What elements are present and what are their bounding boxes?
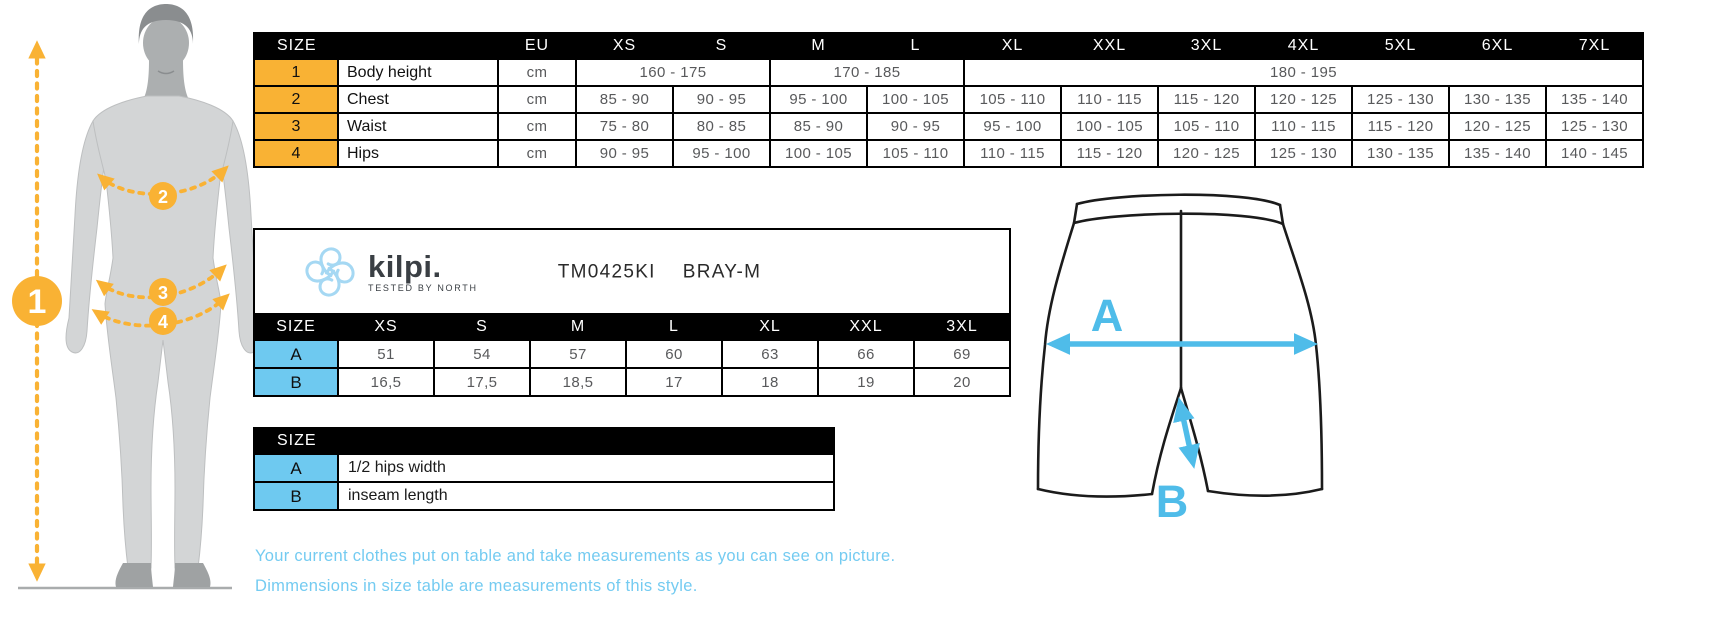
value-cell: 160 - 175	[576, 59, 770, 86]
col-header: XL	[722, 314, 818, 340]
row-label-cell: Body height	[338, 59, 498, 86]
note-line: Your current clothes put on table and take measurements as you can see on picture.	[255, 547, 896, 565]
value-cell: 170 - 185	[770, 59, 964, 86]
desc-cell: 1/2 hips width	[338, 454, 834, 482]
product-title	[255, 262, 1009, 281]
col-header: XXL	[1061, 33, 1158, 59]
value-cell: 18,5	[530, 368, 626, 396]
unit-cell: cm	[498, 59, 576, 86]
value-cell: 115 - 120	[1352, 113, 1449, 140]
value-cell: 125 - 130	[1546, 113, 1643, 140]
col-header: L	[626, 314, 722, 340]
value-cell: 135 - 140	[1449, 140, 1546, 167]
dimension-a-cell: A	[254, 454, 338, 482]
col-header: XS	[576, 33, 673, 59]
value-cell: 180 - 195	[964, 59, 1643, 86]
value-cell: 90 - 95	[576, 140, 673, 167]
table-row	[254, 340, 1010, 368]
value-cell: 90 - 95	[673, 86, 770, 113]
svg-text:2: 2	[157, 187, 169, 207]
value-cell: 130 - 135	[1352, 140, 1449, 167]
value-cell: 110 - 115	[1061, 86, 1158, 113]
product-name: BRAY-M	[682, 261, 762, 282]
unit-cell: cm	[498, 140, 576, 167]
value-cell: 125 - 130	[1255, 140, 1352, 167]
table-row	[254, 86, 1643, 113]
measurement-notes	[255, 541, 895, 601]
col-header: 4XL	[1255, 33, 1352, 59]
brand-tagline: TESTED BY NORTH	[368, 282, 478, 293]
value-cell: 110 - 115	[964, 140, 1061, 167]
value-cell: 120 - 125	[1158, 140, 1255, 167]
value-cell: 19	[818, 368, 914, 396]
svg-text:B: B	[1155, 476, 1189, 520]
dimension-a-cell: A	[254, 340, 338, 368]
col-header: XXL	[818, 314, 914, 340]
table-row	[254, 368, 1010, 396]
value-cell: 115 - 120	[1061, 140, 1158, 167]
shorts-diagram	[900, 160, 1340, 520]
body-measurement-figure	[0, 0, 280, 620]
brand-name: kilpi.	[368, 248, 442, 284]
row-label-cell: Chest	[338, 86, 498, 113]
right-foot	[173, 563, 211, 587]
col-header: 5XL	[1352, 33, 1449, 59]
row-label-cell: Waist	[338, 113, 498, 140]
table-row	[254, 454, 834, 482]
value-cell: 100 - 105	[1061, 113, 1158, 140]
size-header: SIZE	[254, 428, 834, 454]
row-number-cell: 4	[254, 140, 338, 167]
table-row	[254, 482, 834, 510]
value-cell: 18	[722, 368, 818, 396]
value-cell: 135 - 140	[1546, 86, 1643, 113]
value-cell: 20	[914, 368, 1010, 396]
value-cell: 100 - 105	[867, 86, 964, 113]
value-cell: 95 - 100	[673, 140, 770, 167]
value-cell: 140 - 145	[1546, 140, 1643, 167]
value-cell: 85 - 90	[576, 86, 673, 113]
unit-cell: cm	[498, 113, 576, 140]
col-header: M	[530, 314, 626, 340]
value-cell: 120 - 125	[1255, 86, 1352, 113]
col-header: M	[770, 33, 867, 59]
value-cell: 105 - 110	[867, 140, 964, 167]
col-header: XL	[964, 33, 1061, 59]
col-header: 6XL	[1449, 33, 1546, 59]
value-cell: 17	[626, 368, 722, 396]
value-cell: 57	[530, 340, 626, 368]
value-cell: 60	[626, 340, 722, 368]
left-foot	[115, 563, 153, 587]
col-header-eu: EU	[498, 33, 576, 59]
unit-cell: cm	[498, 86, 576, 113]
col-header: S	[673, 33, 770, 59]
table-row	[254, 113, 1643, 140]
value-cell: 110 - 115	[1255, 113, 1352, 140]
body-size-table	[253, 32, 1644, 168]
dimension-b-cell: B	[254, 368, 338, 396]
value-cell: 95 - 100	[964, 113, 1061, 140]
note-line: Dimmensions in size table are measurements of this style.	[255, 577, 698, 595]
size-header: SIZE	[254, 33, 498, 59]
dimension-labels	[1091, 290, 1189, 520]
value-cell: 17,5	[434, 368, 530, 396]
value-cell: 95 - 100	[770, 86, 867, 113]
product-size-table	[253, 228, 1011, 397]
col-header: 3XL	[914, 314, 1010, 340]
value-cell: 105 - 110	[1158, 113, 1255, 140]
svg-text:4: 4	[157, 312, 169, 332]
value-cell: 100 - 105	[770, 140, 867, 167]
col-header: 3XL	[1158, 33, 1255, 59]
row-number-cell: 1	[254, 59, 338, 86]
col-header: L	[867, 33, 964, 59]
value-cell: 130 - 135	[1449, 86, 1546, 113]
dimension-b-cell: B	[254, 482, 338, 510]
value-cell: 80 - 85	[673, 113, 770, 140]
col-header: S	[434, 314, 530, 340]
value-cell: 54	[434, 340, 530, 368]
value-cell: 63	[722, 340, 818, 368]
value-cell: 16,5	[338, 368, 434, 396]
value-cell: 120 - 125	[1449, 113, 1546, 140]
row-label-cell: Hips	[338, 140, 498, 167]
value-cell: 66	[818, 340, 914, 368]
value-cell: 75 - 80	[576, 113, 673, 140]
value-cell: 105 - 110	[964, 86, 1061, 113]
row-number-cell: 2	[254, 86, 338, 113]
value-cell: 115 - 120	[1158, 86, 1255, 113]
svg-text:3: 3	[157, 283, 169, 303]
row-number-cell: 3	[254, 113, 338, 140]
value-cell: 125 - 130	[1352, 86, 1449, 113]
product-code: TM0425KI	[557, 261, 656, 282]
svg-text:A: A	[1090, 290, 1124, 341]
desc-cell: inseam length	[338, 482, 834, 510]
legend-table	[253, 427, 835, 511]
col-header: XS	[338, 314, 434, 340]
col-header: 7XL	[1546, 33, 1643, 59]
table-row	[254, 59, 1643, 86]
value-cell: 51	[338, 340, 434, 368]
svg-text:1: 1	[27, 283, 47, 321]
value-cell: 85 - 90	[770, 113, 867, 140]
value-cell: 90 - 95	[867, 113, 964, 140]
size-header: SIZE	[254, 314, 338, 340]
inseam-arrow	[1180, 403, 1193, 463]
value-cell: 69	[914, 340, 1010, 368]
